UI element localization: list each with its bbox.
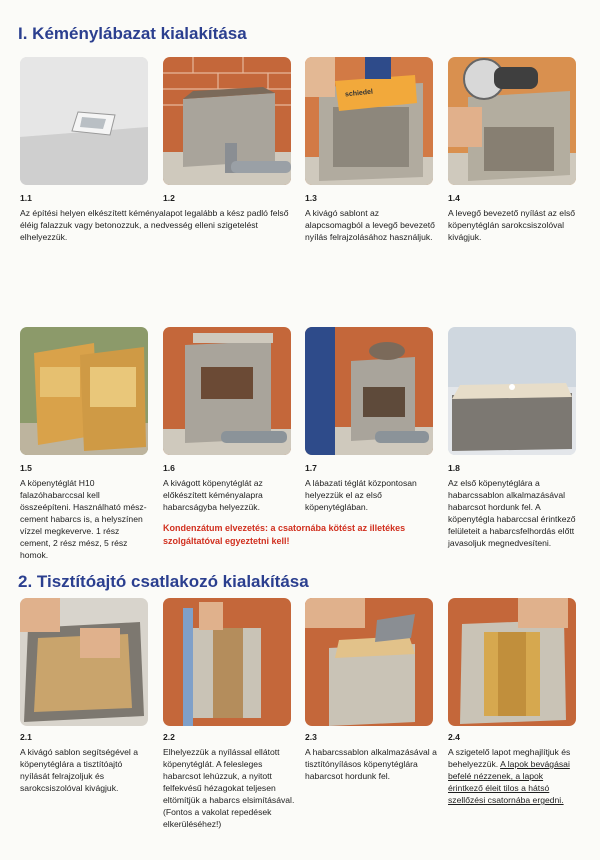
step-number: 1.7 <box>305 463 317 473</box>
step-text: A köpenytéglát H10 falazóhabarccsal kell összeépíteni. Használható mész-cement habarcs is, a helyszínen vízzel megkeverve. 1 rész cement, 2 rész mész, 5 rész homok. <box>20 478 147 560</box>
step-number: 1.2 <box>163 193 175 203</box>
step-number: 2.2 <box>163 732 175 742</box>
step-number: 1.4 <box>448 193 460 203</box>
mortar-application-image <box>305 598 433 726</box>
step-number: 2.1 <box>20 732 32 742</box>
step-text-plain: A szigetelő lapot meghajlítjuk és behelyezzük. <box>448 747 571 769</box>
mortar-template-image <box>448 327 576 455</box>
step-text: A kivágó sablon segítségével a köpenytéglára a tisztítóajtó nyílását felrajzoljuk és sarokcsiszolóval kivágjuk. <box>20 747 139 793</box>
insulation-plate-image <box>448 598 576 726</box>
step-text: Elhelyezzük a nyílással ellátott köpenytéglát. A felesleges habarcsot lehúzzuk, a nyitott felfekvésű hézagokat teljesen eltömítjük a habarcs elsimításával. (Fontos a vakolat repedések elkerüléséhez!) <box>163 747 295 829</box>
photo-2-1 <box>20 598 148 726</box>
step-1-5 <box>20 462 152 561</box>
block-on-base-image <box>163 57 291 185</box>
block-placement-image <box>163 327 291 455</box>
photo-1-1 <box>20 57 148 185</box>
step-2-4 <box>448 731 580 806</box>
step-1-7 <box>305 462 437 513</box>
step-text: Az építési helyen elkészített kéményalapot legalább a kész padló felső éléig falazzuk vagy betonozzuk, a nedvesség elleni szigetelést elhelyezzük. <box>20 208 289 242</box>
step-text: A kivágott köpenytéglát az előkészített kéményalapra habarcságyba helyezzük. <box>163 478 263 512</box>
door-template-image <box>20 598 148 726</box>
step-text: A levegő bevezető nyílást az első köpenytéglán sarokcsiszolóval kivágjuk. <box>448 208 576 242</box>
template-drawing-image <box>305 57 433 185</box>
step-1-4 <box>448 192 580 243</box>
step-2-1 <box>20 731 152 794</box>
step-number: 1.6 <box>163 463 175 473</box>
step-text: A lábazati téglát központosan helyezzük el az első köpenytéglában. <box>305 478 417 512</box>
step-number: 1.3 <box>305 193 317 203</box>
base-brick-centering-image <box>305 327 433 455</box>
step-number: 1.1 <box>20 193 32 203</box>
step-1-3 <box>305 192 437 243</box>
step-1-8 <box>448 462 580 549</box>
photo-2-3 <box>305 598 433 726</box>
insulation-base-image <box>20 57 148 185</box>
step-text: A kivágó sablont az alapcsomagból a levegő bevezető nyílás felrajzolásához használjuk. <box>305 208 435 242</box>
photo-1-5 <box>20 327 148 455</box>
section-title-1: I. Kéménylábazat kialakítása <box>18 24 247 43</box>
photo-1-2 <box>163 57 291 185</box>
photo-1-3 <box>305 57 433 185</box>
condensate-warning: Kondenzátum elvezetés: a csatornába kötést az illetékes szolgáltatóval egyeztetni kell! <box>163 523 406 546</box>
photo-1-8 <box>448 327 576 455</box>
door-block-placement-image <box>163 598 291 726</box>
grinder-cutting-image <box>448 57 576 185</box>
step-2-3 <box>305 731 437 782</box>
step-number: 2.3 <box>305 732 317 742</box>
step-1-6 <box>163 462 295 513</box>
step-1-2 <box>163 192 295 207</box>
step-text: Az első köpenytéglára a habarcssablon alkalmazásával habarcsot hordunk fel. A köpenytégla habarccsal érintkező felületeit a habarcsfelhordás előtt javasoljuk megnedvesíteni. <box>448 478 576 548</box>
step-text-underlined: A lapok bevágásai befelé nézzenek, a lapok érintkező éleit tilos a hátsó szellőzési csatornába ergedni. <box>448 759 570 805</box>
step-2-2 <box>163 731 295 830</box>
template-label: schiedel <box>344 88 374 99</box>
photo-1-7 <box>305 327 433 455</box>
step-text: A habarcssablon alkalmazásával a tisztítónyílásos köpenytéglára habarcsot hordunk fel. <box>305 747 437 781</box>
step-number: 1.8 <box>448 463 460 473</box>
step-number: 2.4 <box>448 732 460 742</box>
photo-2-4 <box>448 598 576 726</box>
step-number: 1.5 <box>20 463 32 473</box>
section-title-2: 2. Tisztítóajtó csatlakozó kialakítása <box>18 572 309 591</box>
photo-2-2 <box>163 598 291 726</box>
mortar-bags-image <box>20 327 148 455</box>
step-text <box>448 746 580 806</box>
photo-1-4 <box>448 57 576 185</box>
photo-1-6 <box>163 327 291 455</box>
